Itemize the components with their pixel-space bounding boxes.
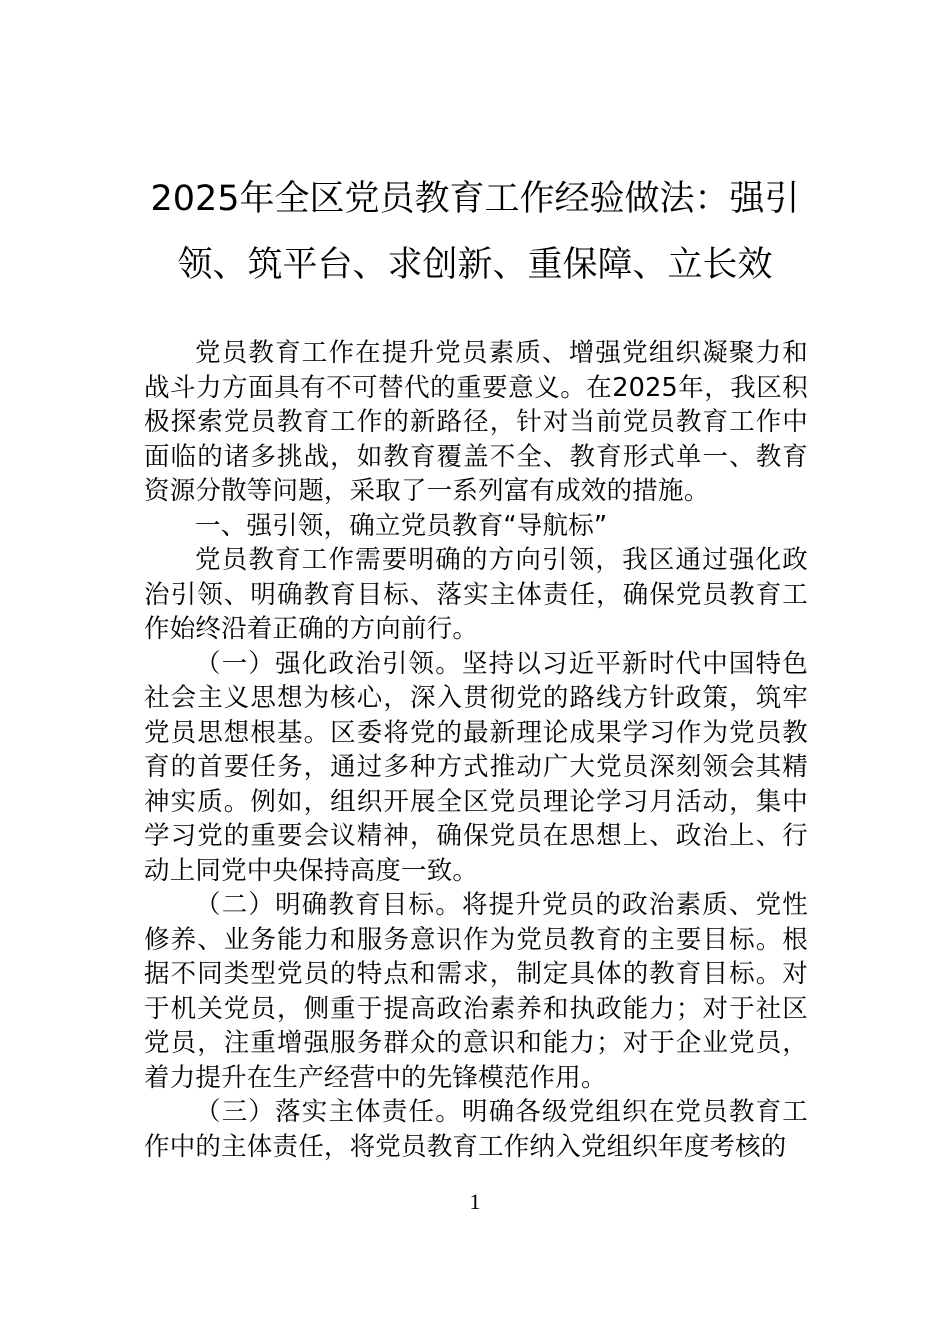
paragraph-section-1-intro: 党员教育工作需要明确的方向引领，我区通过强化政治引领、明确教育目标、落实主体责任，确保党员教育工作始终沿着正确的方向前行。 bbox=[144, 545, 808, 644]
title-line-2: 领、筑平台、求创新、重保障、立长效 bbox=[177, 245, 773, 285]
paragraph-item-3: （三）落实主体责任。明确各级党组织在党员教育工作中的主体责任，将党员教育工作纳入党组织年度考核的 bbox=[144, 1097, 808, 1162]
section-heading-1: 一、强引领，确立党员教育“导航标” bbox=[195, 510, 608, 541]
paragraph-item-2: （二）明确教育目标。将提升党员的政治素质、党性修养、业务能力和服务意识作为党员教育的主要目标。根据不同类型党员的特点和需求，制定具体的教育目标。对于机关党员，侧重于提高政治素养和执政能力；对于社区党员，注重增强服务群众的意识和能力；对于企业党员，着力提升在生产经营中的先锋模范作用。 bbox=[144, 890, 808, 1093]
paragraph-intro: 党员教育工作在提升党员素质、增强党组织凝聚力和战斗力方面具有不可替代的重要意义。在2025年，我区积极探索党员教育工作的新路径，针对当前党员教育工作中面临的诸多挑战，如教育覆盖不全、教育形式单一、教育资源分散等问题，采取了一系列富有成效的措施。 bbox=[144, 338, 808, 506]
page-number: 1 bbox=[469, 1189, 481, 1214]
document-body bbox=[144, 336, 808, 1164]
document-title bbox=[140, 166, 810, 298]
paragraph-item-1: （一）强化政治引领。坚持以习近平新时代中国特色社会主义思想为核心，深入贯彻党的路线方针政策，筑牢党员思想根基。区委将党的最新理论成果学习作为党员教育的首要任务，通过多种方式推动广大党员深刻领会其精神实质。例如，组织开展全区党员理论学习月活动，集中学习党的重要会议精神，确保党员在思想上、政治上、行动上同党中央保持高度一致。 bbox=[144, 648, 808, 886]
title-line-1: 2025年全区党员教育工作经验做法：强引 bbox=[150, 179, 800, 219]
